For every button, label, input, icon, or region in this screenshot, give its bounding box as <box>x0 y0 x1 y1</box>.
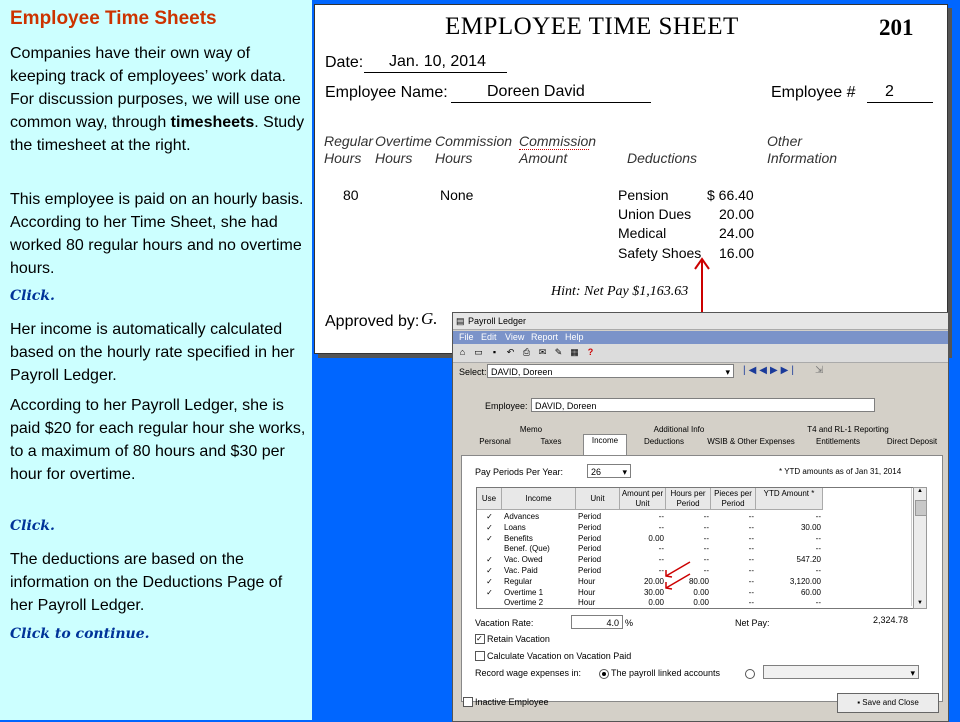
save-and-close-button[interactable] <box>837 693 939 713</box>
cell-income: Benefits <box>504 533 533 543</box>
open-icon[interactable]: ▭ <box>474 347 483 357</box>
linked-accounts-label: The payroll linked accounts <box>611 668 721 678</box>
retain-vacation-checkbox[interactable]: ✓ <box>475 634 485 644</box>
window-app-icon: ▤ <box>456 316 465 326</box>
cell-ytd: -- <box>815 598 821 608</box>
col-commission-hours: Commission Hours <box>435 133 513 166</box>
date-label: Date: <box>325 54 364 71</box>
employee-select[interactable] <box>487 364 734 378</box>
cell-income: Advances <box>504 512 540 521</box>
retain-vacation-label: Retain Vacation <box>487 634 550 644</box>
tab-wsib-other-expenses[interactable]: WSIB & Other Expenses <box>707 437 795 446</box>
scroll-up-icon[interactable]: ▲ <box>917 488 923 494</box>
regular-hours-value: 80 <box>343 187 359 203</box>
deduction-name: Union Dues <box>618 206 692 222</box>
toolbar <box>453 344 948 363</box>
employee-label: Employee: <box>485 401 528 411</box>
table-row[interactable] <box>477 543 823 554</box>
tab-income[interactable]: Income <box>583 434 627 456</box>
col-overtime-hours: Overtime Hours <box>375 133 432 166</box>
tab-entitlements[interactable]: Entitlements <box>815 437 861 446</box>
cell-use <box>477 597 502 608</box>
select-label: Select: <box>459 367 487 377</box>
cell-use: ✓ <box>486 533 493 543</box>
cell-ytd: -- <box>815 533 821 543</box>
menu-edit[interactable]: Edit <box>481 332 497 342</box>
cell-income: Overtime 1 <box>504 587 544 597</box>
income-table <box>476 487 915 609</box>
cell-income: Loans <box>504 522 526 532</box>
save-icon[interactable]: ▪ <box>492 347 497 357</box>
calculator-icon[interactable]: ▦ <box>570 347 579 357</box>
text-panel <box>0 0 312 720</box>
cell-hours: 0.00 <box>693 598 709 608</box>
cell-unit: Period <box>578 533 602 543</box>
net-pay-value: 2,324.78 <box>873 615 909 625</box>
window-titlebar <box>453 313 948 330</box>
cell-income: Vac. Owed <box>504 555 543 565</box>
cell-use <box>477 543 502 554</box>
cell-ytd: -- <box>815 544 821 554</box>
linked-accounts-radio[interactable] <box>599 669 609 679</box>
cell-unit: Period <box>578 512 602 521</box>
chevron-down-icon: ▾ <box>725 367 730 377</box>
tab-t4-reporting[interactable]: T4 and RL-1 Reporting <box>807 425 889 434</box>
cell-hours: -- <box>703 544 709 554</box>
calc-vacation-label: Calculate Vacation on Vacation Paid <box>487 651 632 661</box>
spell-underline <box>519 149 589 150</box>
table-row[interactable] <box>477 587 823 598</box>
net-pay-hint: Hint: Net Pay $1,163.63 <box>551 284 689 299</box>
tab-taxes[interactable]: Taxes <box>540 437 562 446</box>
table-scrollbar[interactable] <box>913 487 927 609</box>
intro-text: Companies have their own way of keeping track of employees’ work data. For discussion purposes, we will use one common way, through <box>10 45 301 131</box>
vacation-rate-field[interactable]: 4.0 <box>571 615 623 629</box>
printer-icon[interactable]: ⎙ <box>522 347 531 357</box>
name-underline <box>451 102 651 103</box>
click-prompt-2[interactable]: Click. <box>10 518 55 534</box>
scroll-thumb[interactable] <box>915 500 927 516</box>
menu-bar <box>453 331 948 344</box>
inactive-employee-label: Inactive Employee <box>475 697 549 707</box>
cell-pieces: -- <box>748 598 754 608</box>
tab-additional-info[interactable]: Additional Info <box>653 425 705 434</box>
cell-ytd: 60.00 <box>800 587 821 597</box>
click-prompt-1[interactable]: Click. <box>10 288 55 304</box>
deduction-amount: 16.00 <box>719 245 755 261</box>
cell-ytd: -- <box>815 566 821 575</box>
record-nav-icons[interactable]: |◀◀▶▶| <box>743 365 797 376</box>
table-row[interactable] <box>477 533 823 544</box>
cell-amount: -- <box>658 522 664 532</box>
cell-use: ✓ <box>486 522 493 532</box>
ytd-note: * YTD amounts as of Jan 31, 2014 <box>779 467 902 476</box>
email-icon[interactable]: ✉ <box>538 347 547 357</box>
hourly-paragraph: This employee is paid on an hourly basis. According to her Time Sheet, she had worked 80 regular hours and no overtime hours. <box>10 191 304 277</box>
cell-pieces: -- <box>748 512 754 521</box>
table-row[interactable] <box>477 522 823 533</box>
click-prompt-continue[interactable]: Click to continue. <box>10 626 150 642</box>
cell-amount: -- <box>658 512 664 521</box>
menu-report[interactable]: Report <box>531 332 559 342</box>
employee-name-field[interactable]: DAVID, Doreen <box>531 398 875 412</box>
employee-number-label: Employee # <box>771 84 856 101</box>
scroll-down-icon[interactable]: ▼ <box>917 600 923 606</box>
tab-personal[interactable]: Personal <box>479 437 511 446</box>
chevron-down-icon: ▾ <box>910 668 915 678</box>
red-arrow-up-icon <box>692 256 712 314</box>
empno-underline <box>867 102 933 103</box>
pay-periods-value: 26 <box>591 467 602 477</box>
table-row[interactable] <box>477 554 823 565</box>
chevron-down-icon: ▾ <box>622 467 627 477</box>
table-row[interactable] <box>477 511 823 522</box>
cell-pieces: -- <box>748 522 754 532</box>
cell-unit: Hour <box>578 598 596 608</box>
cell-pieces: -- <box>748 566 754 575</box>
inactive-employee-checkbox[interactable] <box>463 697 473 707</box>
vacation-rate-unit: % <box>625 618 634 628</box>
table-row[interactable] <box>477 565 823 576</box>
tab-deductions[interactable]: Deductions <box>643 437 685 446</box>
cell-pieces: -- <box>748 533 754 543</box>
cell-hours: -- <box>703 522 709 532</box>
cell-hours: -- <box>703 566 709 575</box>
help-icon[interactable]: ? <box>587 347 594 357</box>
cell-ytd: 30.00 <box>800 522 821 532</box>
lookup-icon[interactable]: ⇲ <box>815 365 824 376</box>
cell-hours: -- <box>703 512 709 521</box>
record-wage-label: Record wage expenses in: <box>475 668 582 678</box>
cell-income: Overtime 2 <box>504 598 544 608</box>
col-commission-amount: Commission Amount <box>519 133 597 166</box>
deduction-amount: 24.00 <box>719 225 755 241</box>
cell-hours: -- <box>703 533 709 543</box>
cell-use: ✓ <box>486 587 493 597</box>
cell-hours: 80.00 <box>688 576 709 586</box>
cell-unit: Period <box>578 544 602 554</box>
menu-view[interactable]: View <box>505 332 525 342</box>
tab-direct-deposit[interactable]: Direct Deposit <box>886 437 938 446</box>
cell-income: Regular <box>504 576 533 586</box>
cell-use: ✓ <box>486 566 493 575</box>
cell-income: Vac. Paid <box>504 566 538 575</box>
pay-periods-select[interactable] <box>587 464 631 478</box>
red-arrows-icon <box>660 558 694 594</box>
employee-time-sheet <box>314 4 948 354</box>
cell-ytd: 547.20 <box>796 555 821 565</box>
home-icon[interactable]: ⌂ <box>459 347 466 357</box>
cell-amount: 20.00 <box>643 576 664 586</box>
cell-hours: -- <box>703 555 709 565</box>
col-header-unit: Unit <box>576 488 620 510</box>
timesheet-number: 201 <box>879 15 914 40</box>
table-row[interactable] <box>477 576 823 587</box>
employee-select-value: DAVID, Doreen <box>491 367 553 377</box>
cell-amount: 30.00 <box>643 587 664 597</box>
cell-pieces: -- <box>748 544 754 554</box>
account-select[interactable] <box>763 665 919 679</box>
intro-text-end: . Study the timesheet at the right. <box>10 114 305 154</box>
deductions-paragraph: The deductions are based on the information on the Deductions Page of her Payroll Ledger. <box>10 551 283 614</box>
cell-pieces: -- <box>748 587 754 597</box>
table-row[interactable] <box>477 597 823 608</box>
cell-unit: Period <box>578 566 602 575</box>
col-header-income: Income <box>502 488 576 510</box>
cell-unit: Period <box>578 522 602 532</box>
cell-use: ✓ <box>486 555 493 565</box>
undo-icon[interactable]: ↶ <box>506 347 515 357</box>
cell-unit: Hour <box>578 587 596 597</box>
pen-icon[interactable]: ✎ <box>554 347 563 357</box>
net-pay-label: Net Pay: <box>735 618 770 628</box>
timesheet-title: EMPLOYEE TIME SHEET <box>445 13 739 40</box>
approval-signature: G. <box>421 309 438 328</box>
window-title: Payroll Ledger <box>468 316 527 326</box>
ledger-paragraph: According to her Payroll Ledger, she is paid $20 for each regular hour she works, to a maximum of 80 hours and $30 per hour for overtime. <box>10 397 306 483</box>
cell-amount: 0.00 <box>648 598 664 608</box>
cell-ytd: 3,120.00 <box>789 576 821 586</box>
employee-number-value: 2 <box>885 83 894 100</box>
cell-income: Benef. (Que) <box>504 544 550 554</box>
deduction-name: Pension <box>618 187 669 203</box>
col-header-use: Use <box>477 488 502 510</box>
cell-use: ✓ <box>486 576 493 586</box>
intro-paragraph <box>10 42 306 157</box>
slide-title: Employee Time Sheets <box>10 8 217 29</box>
col-header-hours: Hours per Period <box>666 488 711 510</box>
employee-name-value: Doreen David <box>487 83 585 100</box>
cell-hours: 0.00 <box>693 587 709 597</box>
cell-unit: Hour <box>578 576 596 586</box>
menu-help[interactable]: Help <box>565 332 584 342</box>
cell-amount: -- <box>658 555 664 565</box>
income-paragraph: Her income is automatically calculated based on the hourly rate specified in her Payroll Ledger. <box>10 321 295 384</box>
intro-bold: timesheets <box>170 114 255 131</box>
calc-vacation-checkbox[interactable] <box>475 651 485 661</box>
col-other-information: Other Information <box>767 133 838 166</box>
col-header-pieces: Pieces per Period <box>711 488 756 510</box>
cell-amount: -- <box>658 566 664 575</box>
tab-memo[interactable]: Memo <box>519 425 543 434</box>
employee-name-label: Employee Name: <box>325 84 448 101</box>
col-header-amount: Amount per Unit <box>620 488 666 510</box>
cell-amount: -- <box>658 544 664 554</box>
deduction-name: Safety Shoes <box>618 245 702 261</box>
save-and-close-label: Save and Close <box>862 698 919 707</box>
vacation-rate-label: Vacation Rate: <box>475 618 534 628</box>
menu-file[interactable]: File <box>459 332 474 342</box>
pay-periods-label: Pay Periods Per Year: <box>475 467 564 477</box>
cell-pieces: -- <box>748 576 754 586</box>
cell-ytd: -- <box>815 512 821 521</box>
cell-unit: Period <box>578 555 602 565</box>
save-icon: ▪ <box>857 698 863 707</box>
col-deductions: Deductions <box>627 150 698 166</box>
cell-use: ✓ <box>486 512 493 521</box>
payroll-ledger-window <box>452 312 949 722</box>
other-account-radio[interactable] <box>745 669 755 679</box>
deduction-name: Medical <box>618 225 667 241</box>
date-value: Jan. 10, 2014 <box>389 53 486 70</box>
cell-amount: 0.00 <box>648 533 664 543</box>
col-header-ytd: YTD Amount * <box>756 488 823 510</box>
commission-value: None <box>440 187 474 203</box>
date-underline <box>364 72 507 73</box>
deduction-amount: 20.00 <box>719 206 755 222</box>
deduction-amount: $ 66.40 <box>707 187 754 203</box>
cell-pieces: -- <box>748 555 754 565</box>
col-regular-hours: Regular Hours <box>324 133 374 166</box>
approved-by-label: Approved by: <box>325 313 420 330</box>
